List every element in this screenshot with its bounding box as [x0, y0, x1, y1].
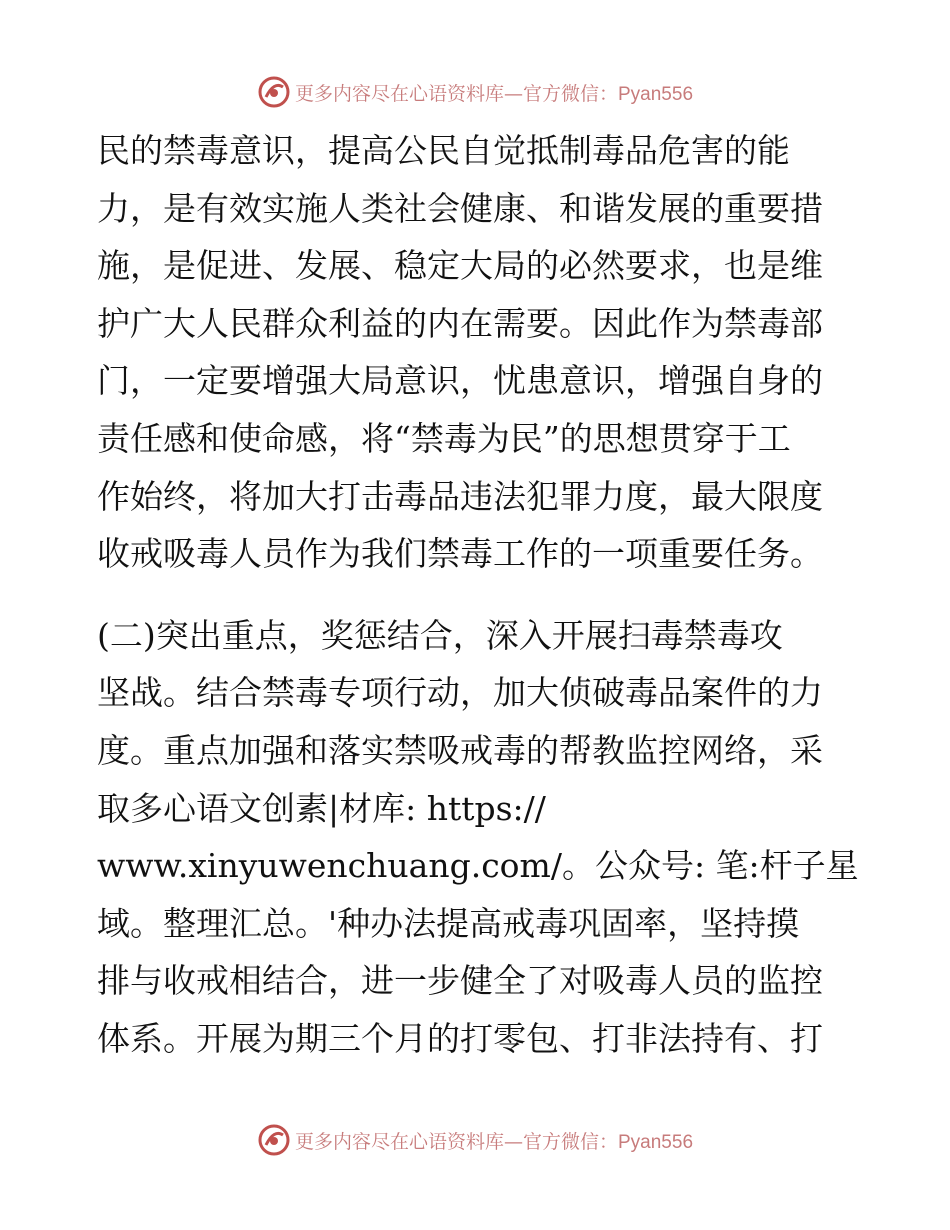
footer-separator: — — [503, 1130, 523, 1153]
header-text — [295, 79, 693, 106]
text-line: 力，是有效实施人类社会健康、和谐发展的重要措 — [97, 188, 823, 228]
paragraph-gap — [97, 583, 857, 607]
header-separator: — — [503, 82, 523, 105]
brand-logo-icon — [257, 1123, 291, 1157]
text-line: 门，一定要增强大局意识，忧患意识，增强自身的 — [97, 361, 823, 401]
brand-logo-icon — [257, 75, 291, 109]
header-official: 官方微信： — [522, 82, 618, 105]
footer-text — [295, 1127, 693, 1154]
text-line: 收戒吸毒人员作为我们禁毒工作的一项重要任务。 — [97, 534, 823, 574]
header-wechat: Pyan556 — [618, 83, 694, 105]
text-line: 排与收戒相结合，进一步健全了对吸毒人员的监控 — [97, 961, 823, 1001]
text-line: 度。重点加强和落实禁吸戒毒的帮教监控网络，采 — [97, 730, 823, 770]
text-line: 体系。开展为期三个月的打零包、打非法持有、打 — [97, 1018, 823, 1058]
text-line: 取多心语文创素|材库: https:// — [97, 788, 546, 828]
header-banner — [0, 72, 950, 112]
paragraph-1 — [97, 122, 857, 583]
document-body — [97, 122, 857, 1068]
text-line: 护广大人民群众利益的内在需要。因此作为禁毒部 — [97, 303, 823, 343]
text-line: 民的禁毒意识，提高公民自觉抵制毒品危害的能 — [97, 131, 790, 170]
text-line: 作始终，将加大打击毒品违法犯罪力度，最大限度 — [97, 476, 823, 516]
text-line: 域。整理汇总。'种办法提高戒毒巩固率，坚持摸 — [97, 903, 800, 943]
text-line: 坚战。结合禁毒专项行动，加大侦破毒品案件的力 — [97, 673, 823, 713]
footer-brand: 更多内容尽在心语资料库 — [294, 1130, 504, 1153]
header-brand: 更多内容尽在心语资料库 — [294, 82, 504, 105]
footer-wechat: Pyan556 — [618, 1131, 694, 1153]
paragraph-2 — [97, 607, 857, 1068]
text-line: (二)突出重点，奖惩结合，深入开展扫毒禁毒攻 — [97, 615, 783, 655]
footer-banner — [0, 1120, 950, 1160]
text-line: 责任感和使命感，将“禁毒为民”的思想贯穿于工 — [97, 418, 791, 458]
text-line: 施，是促进、发展、稳定大局的必然要求，也是维 — [97, 246, 823, 286]
footer-official: 官方微信： — [522, 1130, 618, 1153]
text-line: www.xinyuwenchuang.com/。公众号: 笔:杆子星 — [97, 846, 859, 886]
